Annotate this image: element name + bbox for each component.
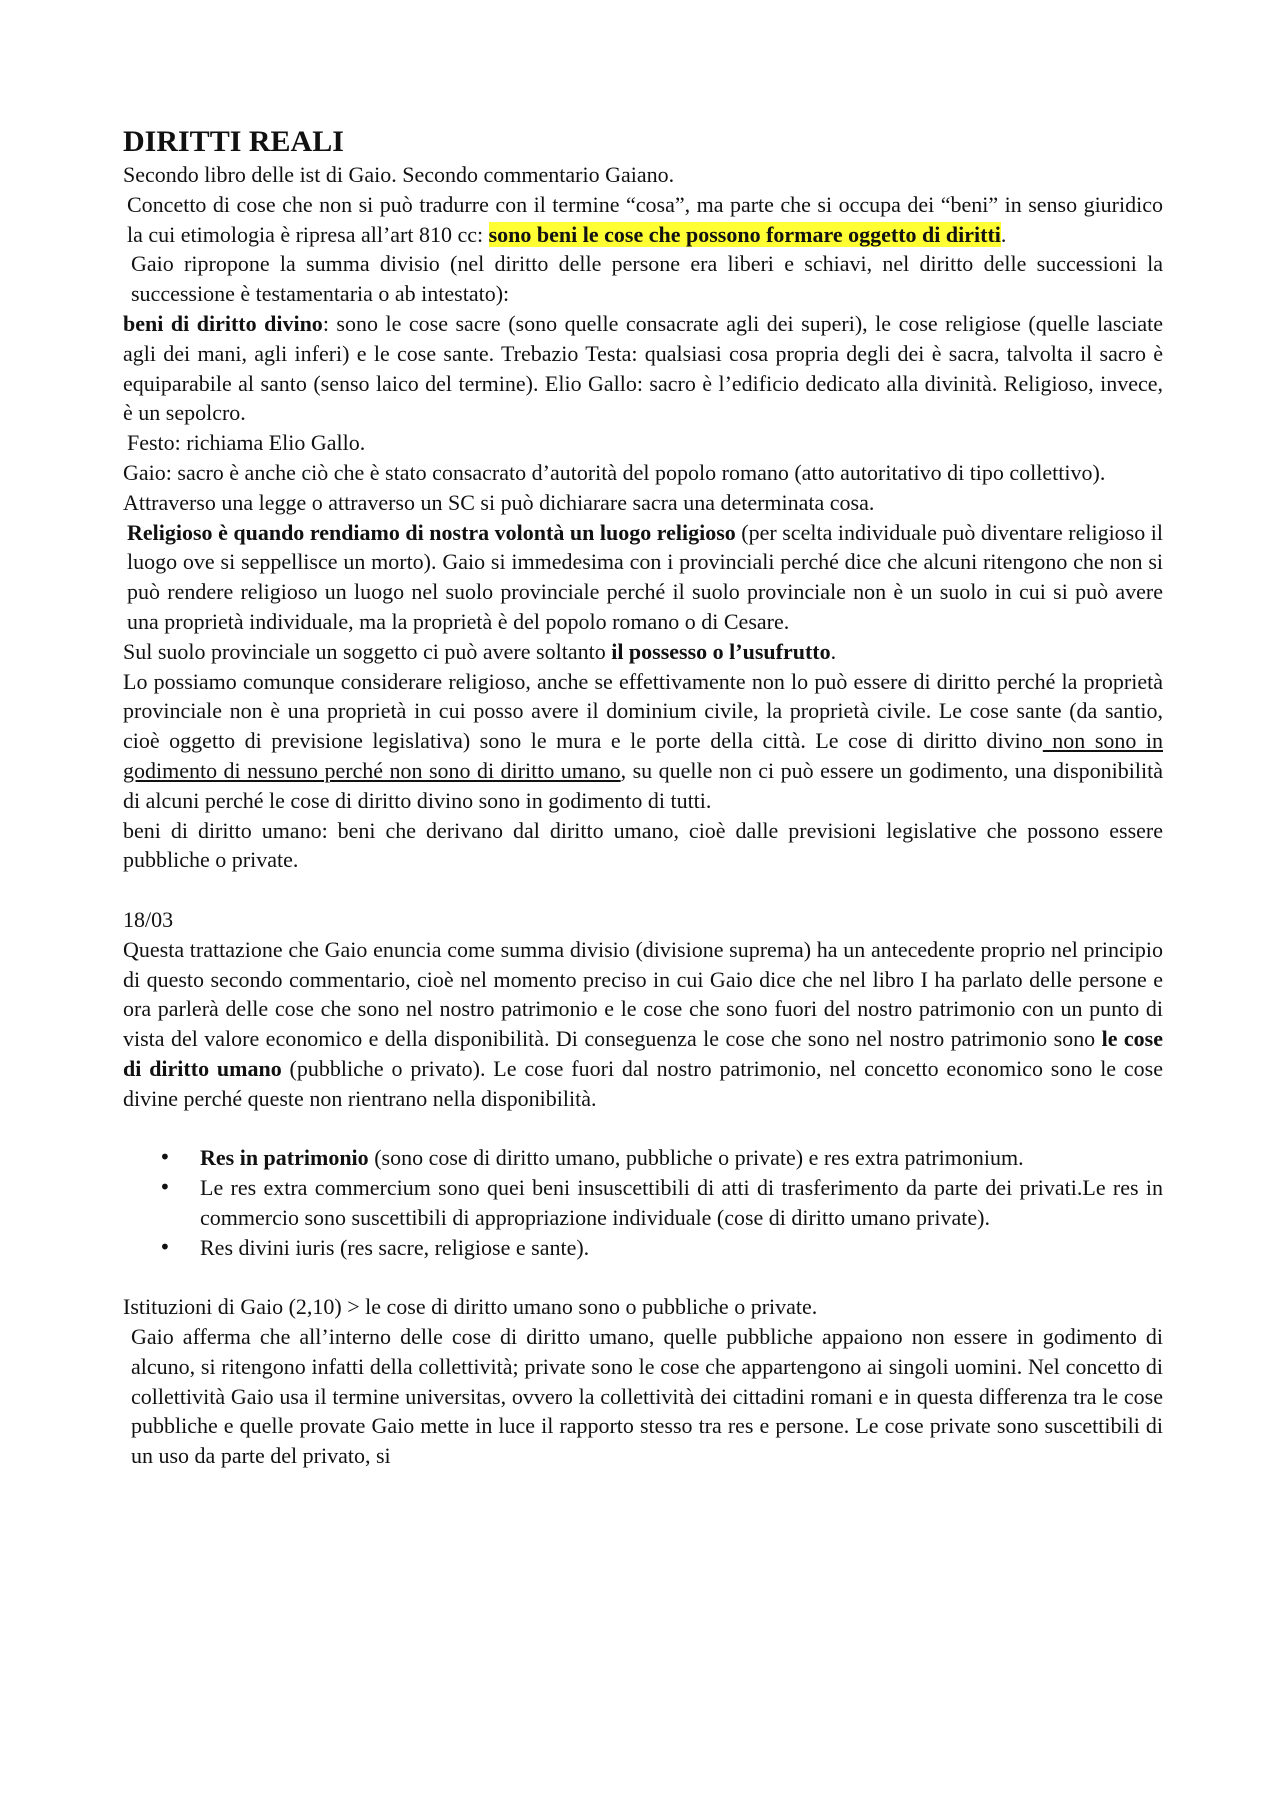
list-item-text: (sono cose di diritto umano, pubbliche o private) e res extra patrimonium. <box>368 1145 1024 1171</box>
paragraph-festo: Festo: richiama Elio Gallo. <box>127 430 366 456</box>
paragraph-text: (per scelta individuale può diventare religioso il luogo ove si seppellisce un morto). Gaio si immedesima con i provinciali perché dice che alcuni ritengono che non si può rendere religioso un luogo nel suolo provinciale perché il suolo provinciale non è un suolo in cui si può avere una proprietà individuale, ma la proprietà è del popolo romano o di Cesare. <box>127 519 1163 634</box>
bold-term: il possesso o l’usufrutto <box>611 638 831 664</box>
bold-term: Res in patrimonio <box>200 1145 369 1171</box>
list-item-text: Res divini iuris (res sacre, religiose e sante). <box>200 1234 590 1260</box>
paragraph-trattazione <box>123 935 1163 1114</box>
paragraph-gaio-sacro: Gaio: sacro è anche ciò che è stato consacrato d’autorità del popolo romano (atto autoritativo di tipo collettivo). <box>123 459 1106 485</box>
paragraph-text: (pubbliche o privato). Le cose fuori dal nostro patrimonio, nel concetto economico sono le cose divine perché queste non rientrano nella disponibilità. <box>123 1055 1164 1111</box>
spacer <box>123 1262 1163 1292</box>
underlined-text: non sono in godimento di nessuno perché non sono di diritto umano <box>123 728 1163 783</box>
paragraph-diritto-divino <box>123 309 1163 428</box>
list-item-text: Le res extra commercium sono quei beni insuscettibili di atti di trasferimento da parte dei privati.Le res in commercio sono suscettibili di appropriazione individuale (cose di diritto umano private). <box>200 1175 1163 1230</box>
document-page <box>123 124 1163 1471</box>
list-item <box>123 1143 1163 1173</box>
bullet-icon: • <box>159 1234 171 1259</box>
paragraph-legge: Attraverso una legge o attraverso un SC si può dichiarare sacra una determinata cosa. <box>123 489 875 515</box>
paragraph-text: , su quelle non ci può essere un godimento, una disponibilità di alcuni perché le cose di diritto divino sono in godimento di tutti. <box>123 757 1163 813</box>
paragraph-gaio-afferma: Gaio afferma che all’interno delle cose di diritto umano, quelle pubbliche appaiono non essere in godimento di alcuno, si ritengono infatti della collettività; private sono le cose che appartengono ai singoli uomini. Nel concetto di collettività Gaio usa il termine universitas, ovvero la collettività dei cittadini romani e in questa differenza tra le cose pubbliche e quelle provate Gaio mette in luce il rapporto stesso tra res e persone. Le cose private sono suscettibili di un uso da parte del privato, si <box>131 1324 1163 1469</box>
highlighted-definition: sono beni le cose che possono formare oggetto di diritti <box>488 221 1001 247</box>
list-item <box>123 1173 1163 1233</box>
paragraph-text: Questa trattazione che Gaio enuncia come summa divisio (divisione suprema) ha un antecedente proprio nel principio di questo secondo commentario, cioè nel momento preciso in cui Gaio dice che nel libro I ha parlato delle persone e ora parlerà delle cose che sono nel nostro patrimonio e le cose che sono fuori del nostro patrimonio con un punto di vista del valore economico e della disponibilità. Di conseguenza le cose che sono nel nostro patrimonio sono <box>123 936 1163 1052</box>
paragraph-text: Lo possiamo comunque considerare religioso, anche se effettivamente non lo può essere di diritto perché la proprietà provinciale non è una proprietà in cui posso avere il dominium civile, la proprietà civile. Le cose sante (da santio, cioè oggetto di previsione legislativa) sono le mura e le porte della città. Le cose di diritto divino <box>123 668 1163 754</box>
bullet-icon: • <box>159 1145 171 1170</box>
bold-term: beni di diritto divino <box>123 310 323 336</box>
paragraph-concetto <box>123 190 1163 250</box>
bullet-icon: • <box>159 1175 171 1200</box>
bold-term: Religioso è quando rendiamo di nostra volontà un luogo religioso <box>127 519 736 545</box>
paragraph-summa-divisio: Gaio ripropone la summa divisio (nel diritto delle persone era liberi e schiavi, nel diritto delle successioni la successione è testamentaria o ab intestato): <box>131 251 1163 307</box>
paragraph-text: . <box>1000 221 1007 247</box>
paragraph-istituzioni: Istituzioni di Gaio (2,10) > le cose di diritto umano sono o pubbliche o private. <box>123 1294 818 1320</box>
paragraph-intro: Secondo libro delle ist di Gaio. Secondo commentario Gaiano. <box>123 162 675 187</box>
page-title: DIRITTI REALI <box>123 125 344 158</box>
paragraph-diritto-umano: beni di diritto umano: beni che derivano dal diritto umano, cioè dalle previsioni legislative che possono essere pubbliche o private. <box>123 817 1163 873</box>
paragraph-text: Sul suolo provinciale un soggetto ci può avere soltanto <box>123 638 612 664</box>
paragraph-suolo-provinciale <box>123 637 1163 667</box>
spacer <box>123 875 1163 905</box>
paragraph-text: : sono le cose sacre (sono quelle consacrate agli dei superi), le cose religiose (quelle lasciate agli dei mani, agli inferi) e le cose sante. Trebazio Testa: qualsiasi cosa propria degli dei è sacra, talvolta il sacro è equiparabile al santo (senso laico del termine). Elio Gallo: sacro è l’edificio dedicato alla divinità. Religioso, invece, è un sepolcro. <box>123 310 1163 426</box>
paragraph-text: . <box>830 638 837 664</box>
paragraph-religioso <box>123 518 1163 637</box>
spacer <box>123 1114 1163 1144</box>
paragraph-religioso-diritto <box>123 667 1163 816</box>
list-item <box>123 1233 1163 1263</box>
bold-term: le cose di diritto umano <box>123 1026 1164 1081</box>
date-heading: 18/03 <box>123 906 174 932</box>
paragraph-text: Concetto di cose che non si può tradurre con il termine “cosa”, ma parte che si occupa dei “beni” in senso giuridico la cui etimologia è ripresa all’art 810 cc: <box>127 191 1163 247</box>
bullet-list <box>123 1143 1163 1262</box>
